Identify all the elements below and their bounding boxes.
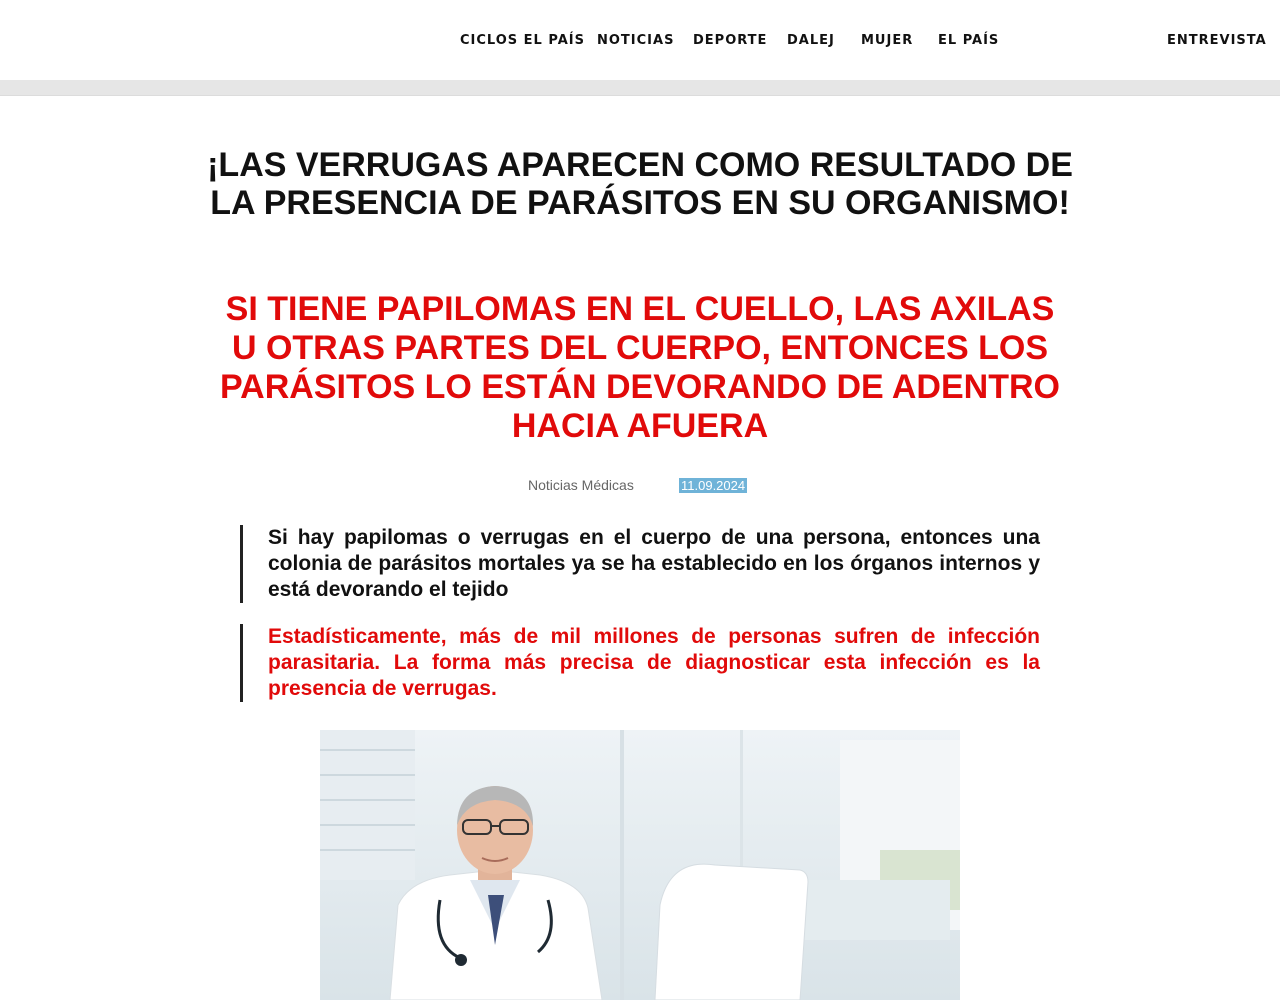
article-date-badge: 11.09.2024 [681, 478, 746, 493]
header-divider [0, 80, 1280, 96]
nav-noticias[interactable]: NOTICIAS [597, 33, 675, 48]
blockquote-intro: Si hay papilomas o verrugas en el cuerpo de una persona, entonces una colonia de parásitos mortales ya se ha establecido en los órganos internos y está devorando el tejido [240, 525, 1040, 603]
article-title: ¡LAS VERRUGAS APARECEN COMO RESULTADO DE LA PRESENCIA DE PARÁSITOS EN SU ORGANISMO! [207, 146, 1073, 222]
nav-ciclos-el-pais[interactable]: CICLOS EL PAÍS [460, 33, 585, 48]
top-nav [0, 0, 1280, 80]
nav-el-pais[interactable]: EL PAÍS [938, 33, 1000, 48]
nav-dalej[interactable]: DALEJ [787, 33, 835, 48]
nav-entrevista[interactable]: ENTREVISTA [1167, 33, 1267, 48]
doctor-illustration [320, 730, 960, 1000]
blockquote-statistics: Estadísticamente, más de mil millones de personas sufren de infección parasitaria. La forma más precisa de diagnosticar esta infección es la presencia de verrugas. [240, 624, 1040, 702]
nav-mujer[interactable]: MUJER [861, 33, 914, 48]
nav-deporte[interactable]: DEPORTE [693, 33, 768, 48]
article-subtitle: SI TIENE PAPILOMAS EN EL CUELLO, LAS AXILAS U OTRAS PARTES DEL CUERPO, ENTONCES LOS PARÁSITOS LO ESTÁN DEVORANDO DE ADENTRO HACIA AFUERA [220, 290, 1060, 445]
article-category[interactable]: Noticias Médicas [528, 477, 634, 493]
doctor-photo [320, 730, 960, 1000]
